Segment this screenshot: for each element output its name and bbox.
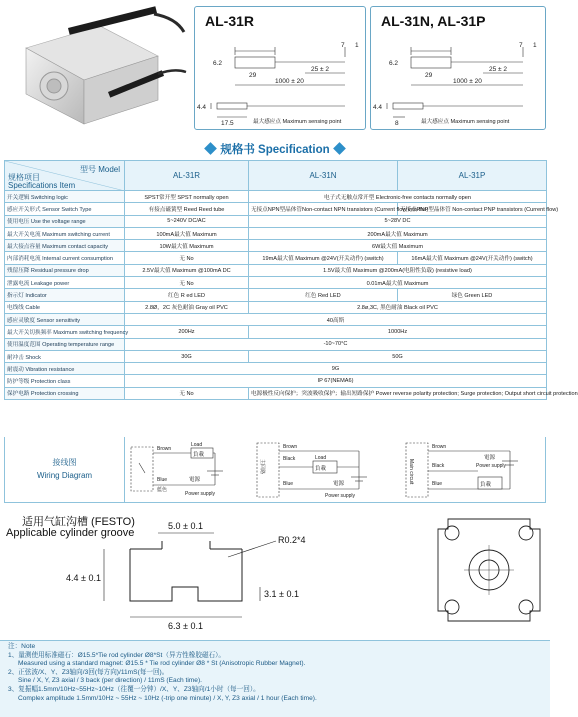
power-en-label: Power supply <box>185 491 216 497</box>
spec-row <box>5 289 547 301</box>
spec-title: 规格书 Specification <box>0 140 550 160</box>
spec-row-label: 最大接点容量 Maximum contact capacity <box>5 240 125 252</box>
load-label: 負載 <box>480 482 492 488</box>
main-circuit-label: Main circuit <box>408 459 414 485</box>
spec-table <box>4 160 578 400</box>
dim-7: 7 <box>519 42 523 49</box>
spec-header-item: 型号 Model 规格项目 Specifications Item <box>5 161 125 191</box>
spec-row-label: 开关逻辑 Switching logic <box>5 191 125 203</box>
spec-cell: 2.5V最大值 Maximum @100mA DC <box>125 264 249 276</box>
sensing-point-label: 最大感应点 Maximum sensing point <box>253 119 342 125</box>
spec-col-al31p: AL-31P <box>398 161 547 191</box>
wiring-diagram-al31n <box>249 437 398 503</box>
note-line: Complex amplitude 1.5mm/10Hz ~ 55Hz ~ 10Hz (-trip one minute) / X, Y, Z3 axial / 1 hour (Each time). <box>18 694 317 702</box>
spec-cell: 200mA最大值 Maximum <box>249 227 547 239</box>
spec-cell: 9G <box>125 363 547 375</box>
spec-cell: 10W最大值 Maximum <box>125 240 249 252</box>
spec-row <box>5 387 547 399</box>
wiring-diagram-al31r <box>125 437 249 503</box>
spec-row-label: 使用温度范围 Operating temperature range <box>5 338 125 350</box>
spec-row-label: 指示灯 Indicator <box>5 289 125 301</box>
dim-4.4: 4.4 <box>197 104 207 111</box>
spec-cell: 无接点NPN型晶体管Non-contact NPN transistors (Current flow into the) <box>249 203 398 215</box>
dim-1000: 1000 ± 20 <box>453 78 482 85</box>
dim-1: 1 <box>355 42 359 49</box>
spec-cell: 无 No <box>125 277 249 289</box>
spec-cell: 2.8Ø，2C 灰色耐油 Gray oil PVC <box>125 301 249 313</box>
dim-6.2: 6.2 <box>389 60 399 67</box>
load-label: 負載 <box>315 466 327 472</box>
diagram-panel-al31np <box>370 6 546 130</box>
dim-17.5: 17.5 <box>221 120 234 127</box>
spec-col-al31n: AL-31N <box>249 161 398 191</box>
dim-25: 25 ± 2 <box>311 66 330 73</box>
groove-title-zh: 适用气缸沟槽 (FESTO) <box>22 516 135 528</box>
power-label: 電源 <box>333 481 345 487</box>
spec-row-label: 保护电路 Protection crossing <box>5 387 125 399</box>
spec-row <box>5 301 547 313</box>
spec-row <box>5 375 547 387</box>
wire-black-label: Black <box>432 463 445 469</box>
dim-groove-bottom: 6.3 ± 0.1 <box>168 621 203 631</box>
spec-row <box>5 313 547 325</box>
spec-row <box>5 350 547 362</box>
dim-8: 8 <box>395 120 399 127</box>
spec-cell: 5~28V DC <box>249 215 547 227</box>
dimension-drawing <box>195 7 367 131</box>
groove-title-en: Applicable cylinder groove <box>6 527 135 539</box>
spec-row-label: 最大开关切换频率 Maximum switching frequency <box>5 326 125 338</box>
dim-4.4: 4.4 <box>373 104 383 111</box>
spec-cell: 0.01mA最大值 Maximum <box>249 277 547 289</box>
product-photo <box>8 8 188 130</box>
spec-cell: -10~70°C <box>125 338 547 350</box>
spec-cell: 红色 R ed LED <box>125 289 249 301</box>
notes-section <box>0 640 550 717</box>
spec-row <box>5 338 547 350</box>
note-line: 1、量测使用标准磁石：Ø15.5*Tie rod cylinder Ø8*St（异方性橡胶磁石）。 <box>8 651 226 659</box>
main-circuit-label: 主回路 <box>259 459 265 475</box>
wire-blue-label: Blue <box>432 481 443 487</box>
spec-row <box>5 215 547 227</box>
note-line: 2、正弦波/X、Y、Z3轴向/3回(每方向)/11mS(每一回)。 <box>8 668 169 676</box>
spec-row <box>5 240 547 252</box>
diamond-icon <box>204 142 217 155</box>
diagram-title: AL-31R <box>205 13 255 29</box>
note-line: 3、复振幅1.5mm/10Hz~55Hz~10Hz（往覆一分钟）/X、Y、Z3轴向/1小时（每一回）。 <box>8 685 260 693</box>
dim-25: 25 ± 2 <box>489 66 508 73</box>
spec-cell: 1000Hz <box>249 326 547 338</box>
dim-29: 29 <box>425 72 433 79</box>
sensing-point-label: 最大感应点 Maximum sensing point <box>421 119 510 125</box>
spec-row <box>5 227 547 239</box>
spec-row-label: 使用电压 Use the voltage range <box>5 215 125 227</box>
power-label: 電源 <box>189 477 201 483</box>
spec-row <box>5 326 547 338</box>
wiring-label: 接线图 Wiring Diagram <box>5 437 125 503</box>
groove-section <box>0 505 550 635</box>
spec-cell: 16mA最大值 Maximum @24V(开关动作) (switch) <box>398 252 547 264</box>
spec-cell: 1.5V最大值 Maximum @200mA(电阻性负载) (resistive load) <box>249 264 547 276</box>
spec-row-label: 电线线 Cable <box>5 301 125 313</box>
wire-blue-label: Blue <box>283 481 294 487</box>
spec-cell: 有接点磁簧型 Reed Reed tube <box>125 203 249 215</box>
wire-brown-label: Brown <box>157 446 172 452</box>
spec-row-label: 泄露电流 Leakage power <box>5 277 125 289</box>
spec-row-label: 感应灵敏度 Sensor sensitivity <box>5 313 125 325</box>
dimension-drawing <box>371 7 547 131</box>
diagram-panel-al31r <box>194 6 366 130</box>
load-en-label: Load <box>315 455 327 461</box>
spec-row <box>5 277 547 289</box>
dim-groove-inner: 3.1 ± 0.1 <box>264 589 299 599</box>
note-line: Measured using a standard magnet: Ø15.5 * Tie rod cylinder Ø8 * St (Anisotropic Rubber Magnet). <box>18 660 306 668</box>
dim-1000: 1000 ± 20 <box>275 78 304 85</box>
spec-cell: 无 No <box>125 387 249 399</box>
notes-heading: 注：Note <box>8 643 36 650</box>
diagram-title: AL-31N, AL-31P <box>381 13 486 29</box>
spec-cell: SPST常开型 SPST normally open <box>125 191 249 203</box>
spec-cell: 200Hz <box>125 326 249 338</box>
spec-cell: 绿色 Green LED <box>398 289 547 301</box>
spec-row <box>5 363 547 375</box>
wire-black-label: Black <box>283 456 296 462</box>
spec-col-al31r: AL-31R <box>125 161 249 191</box>
dim-7: 7 <box>341 42 345 49</box>
spec-cell: 19mA最大值 Maximum @24V(开关动作) (switch) <box>249 252 398 264</box>
spec-cell: 电源极性反向保护；突波吸收保护；输出短路保护 Power reverse polarity protection; Surge protection; Output short circuit protection <box>249 387 547 399</box>
power-en-label: Power supply <box>476 463 507 469</box>
dim-6.2: 6.2 <box>213 60 223 67</box>
dim-groove-height: 4.4 ± 0.1 <box>66 573 101 583</box>
spec-cell: IP 67(NEMA6) <box>125 375 547 387</box>
wiring-section <box>4 437 546 503</box>
spec-cell: 6W最大值 Maximum <box>249 240 547 252</box>
spec-row-label: 耐冲击 Shock <box>5 350 125 362</box>
spec-table-body <box>5 161 578 400</box>
spec-header-row <box>5 161 547 191</box>
dim-groove-top: 5.0 ± 0.1 <box>168 521 203 531</box>
spec-cell: 100mA最大值 Maximum <box>125 227 249 239</box>
spec-cell: 红色 Red LED <box>249 289 398 301</box>
wire-blue-zh-label: 藍色 <box>157 487 168 493</box>
spec-row-label: 最大开关电流 Maximum switching current <box>5 227 125 239</box>
spec-row-label: 耐震动 Vibration resistance <box>5 363 125 375</box>
wire-blue-label: Blue <box>157 477 168 483</box>
spec-cell: 无 No <box>125 252 249 264</box>
spec-row <box>5 252 547 264</box>
load-label: 負載 <box>193 452 205 458</box>
dim-1: 1 <box>533 42 537 49</box>
spec-cell: 2.8ø,3C, 黑色耐油 Black oil PVC <box>249 301 547 313</box>
spec-cell: 30G <box>125 350 249 362</box>
spec-cell: 50G <box>249 350 547 362</box>
spec-row-label: 感应开关形式 Sensor Switch Type <box>5 203 125 215</box>
spec-row <box>5 203 547 215</box>
groove-profile-drawing <box>60 505 390 635</box>
spec-row <box>5 191 547 203</box>
wire-brown-label: Brown <box>432 444 447 450</box>
spec-cell: 40高斯 <box>125 313 547 325</box>
wire-brown-label: Brown <box>283 444 298 450</box>
load-en-label: Load <box>191 442 203 448</box>
note-line: Sine / X, Y, Z3 axial / 3 back (per direction) / 11mS (Each time). <box>18 677 202 685</box>
spec-cell: 5~240V DC/AC <box>125 215 249 227</box>
dim-29: 29 <box>249 72 257 79</box>
wiring-diagram-al31p <box>398 437 547 503</box>
spec-cell: 电子式无触点常开型 Electronic-free contacts normally open <box>249 191 547 203</box>
dim-groove-radius: R0.2*4 <box>278 535 306 545</box>
power-en-label: Power supply <box>325 493 356 499</box>
spec-cell: 无接点PNP型晶体管 Non-contact PNP transistors (Current flow) <box>398 203 547 215</box>
power-label: 電源 <box>484 455 496 461</box>
spec-row-label: 防护等级 Protection class <box>5 375 125 387</box>
spec-row-label: 残留压降 Residual pressure drop <box>5 264 125 276</box>
diamond-icon <box>333 142 346 155</box>
top-section <box>0 0 550 140</box>
spec-row-label: 内部消耗电流 Internal current consumption <box>5 252 125 264</box>
cylinder-cross-section <box>434 515 544 625</box>
spec-row <box>5 264 547 276</box>
